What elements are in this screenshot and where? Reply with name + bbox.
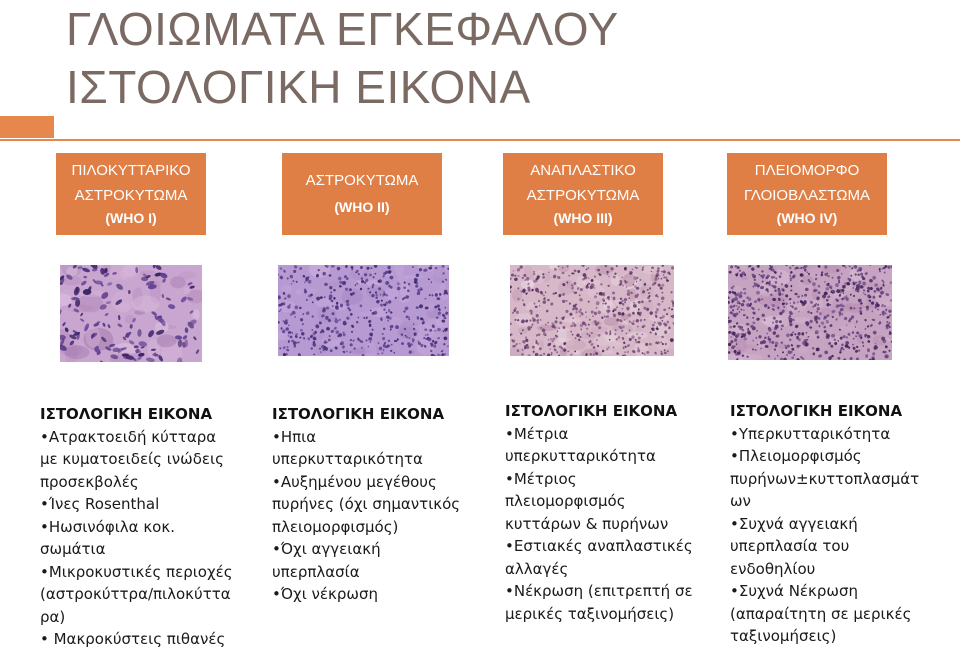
desc-item: πλειομορφισμός [505,492,626,510]
desc-pilocytic [40,403,240,651]
header-pilocytic [56,153,206,235]
desc-item: υπερκυτταρικότητα [505,447,656,465]
desc-item: προσεκβολές [40,472,139,491]
desc-item: •Όχι νέκρωση [272,585,378,603]
header-line: ΑΣΤΡΟΚΥΤΩΜΑ [526,186,640,204]
title-line-1: ΓΛΟΙΩΜΑΤΑ ΕΓΚΕΦΑΛΟΥ [66,3,619,55]
desc-item: ων [730,492,751,510]
desc-item: υπερκυτταρικότητα [272,450,423,468]
desc-item: •Συχνά Νέκρωση [730,582,858,600]
desc-item: •Νέκρωση (επιτρεπτή σε [505,582,693,600]
desc-item: ρα) [40,607,66,626]
desc-item: •Μέτριος [505,469,577,488]
desc-heading: ΙΣΤΟΛΟΓΙΚΗ ΕΙΚΟΝΑ [272,405,445,423]
desc-heading: ΙΣΤΟΛΟΓΙΚΗ ΕΙΚΟΝΑ [40,405,213,423]
title-line-2: ΙΣΤΟΛΟΓΙΚΗ ΕΙΚΟΝΑ [66,61,531,113]
desc-item: μερικές ταξινομήσεις) [505,604,675,623]
desc-item: •Συχνά αγγειακή [730,514,858,533]
histology-image-astrocytoma [278,265,449,356]
desc-heading: ΙΣΤΟΛΟΓΙΚΗ ΕΙΚΟΝΑ [730,402,903,420]
header-line: (WHO III) [553,209,613,226]
header-line: ΠΙΛΟΚΥΤΤΑΡΙΚΟ [71,161,191,179]
desc-item: πυρήνες (όχι σημαντικός [272,495,461,513]
desc-item: •Πλειομορφισμός [730,447,862,465]
desc-item: (αστροκύττρα/πιλοκύττα [40,585,231,603]
desc-anaplastic [505,400,705,625]
desc-item: •Ηωσινόφιλα κοκ. [40,517,175,536]
histology-image-glioblastoma [728,265,892,360]
page-title [66,0,619,116]
header-glioblastoma [727,153,887,235]
desc-item: •Εστιακές αναπλαστικές [505,537,693,555]
desc-item: αλλαγές [505,559,569,578]
desc-item: ταξινομήσεις) [730,627,837,645]
desc-heading: ΙΣΤΟΛΟΓΙΚΗ ΕΙΚΟΝΑ [505,402,678,420]
desc-item: •Όχι αγγειακή [272,540,381,558]
desc-glioblastoma [730,400,940,648]
desc-item: σωμάτια [40,540,106,558]
header-anaplastic [503,153,663,235]
desc-item: •Υπερκυτταρικότητα [730,424,891,443]
desc-item: με κυματοειδείς ινώδεις [40,450,224,468]
accent-bar [0,116,54,138]
desc-item: υπερπλασία [272,562,360,581]
header-line: (WHO II) [334,199,390,215]
desc-item: πυρήνων±κυττοπλασμάτ [730,469,920,488]
header-line: ΑΝΑΠΛΑΣΤΙΚΟ [530,161,636,179]
header-line: ΠΛΕΙΟΜΟΡΦΟ [754,161,860,179]
desc-item: ενδοθηλίου [730,559,816,578]
header-line: (WHO I) [105,209,157,226]
desc-item: υπερπλασία του [730,537,850,555]
desc-item: •Μικροκυστικές περιοχές [40,562,233,581]
header-line: ΑΣΤΡΟΚΥΤΩΜΑ [305,172,419,189]
histology-image-anaplastic [510,265,674,356]
desc-astrocytoma [272,403,472,606]
desc-item: •Ίνες Rosenthal [40,495,160,513]
desc-item: πλειομορφισμός) [272,517,399,536]
desc-item: •Μέτρια [505,424,569,443]
header-line: ΓΛΟΙΟΒΛΑΣΤΩΜΑ [744,186,870,204]
desc-item: κυττάρων & πυρήνων [505,514,669,533]
desc-item: •Αυξημένου μεγέθους [272,472,437,491]
header-line: ΑΣΤΡΟΚΥΤΩΜΑ [74,186,188,204]
header-line: (WHO IV) [776,209,838,226]
desc-item: •Ατρακτοειδή κύτταρα [40,427,217,446]
desc-item: • Μακροκύστεις πιθανές [40,630,226,648]
title-divider [0,139,960,141]
desc-item: •Ηπια [272,427,317,446]
desc-item: (απαραίτητη σε μερικές [730,604,912,623]
histology-image-pilocytic [60,265,202,362]
header-astrocytoma [282,153,442,235]
